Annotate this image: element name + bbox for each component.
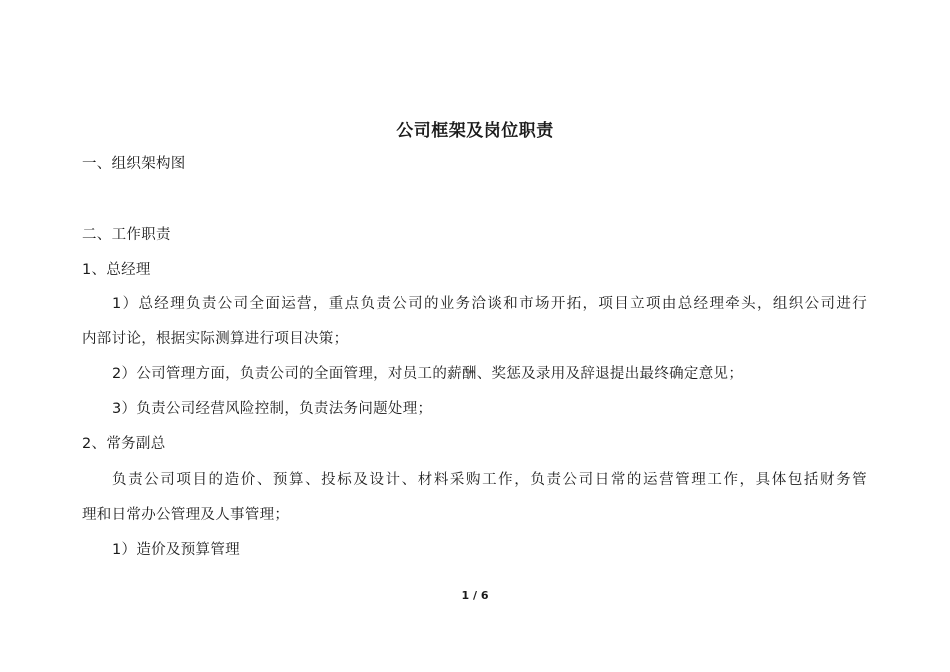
document-title: 公司框架及岗位职责 [396,121,554,141]
paragraph-vp-duty-line-1: 负责公司项目的造价、预算、投标及设计、材料采购工作，负责公司日常的运营管理工作，具体包括财务管 [112,472,867,488]
section-heading-duties: 二、工作职责 [82,227,171,243]
paragraph-vp-subitem-1: 1）造价及预算管理 [112,542,240,558]
section-heading-org-chart: 一、组织架构图 [82,156,186,172]
paragraph-gm-duty-1-line-2: 内部讨论，根据实际测算进行项目决策； [82,331,349,347]
paragraph-gm-duty-1-line-1: 1）总经理负责公司全面运营，重点负责公司的业务洽谈和市场开拓，项目立项由总经理牵头，组织公司进行 [112,296,867,312]
paragraph-gm-duty-3: 3）负责公司经营风险控制，负责法务问题处理； [112,401,433,417]
subheading-executive-vp: 2、常务副总 [82,436,166,452]
subheading-general-manager: 1、总经理 [82,262,151,278]
page-number: 1 / 6 [461,589,489,602]
paragraph-gm-duty-2: 2）公司管理方面，负责公司的全面管理，对员工的薪酬、奖惩及录用及辞退提出最终确定意见； [112,366,744,382]
paragraph-vp-duty-line-2: 理和日常办公管理及人事管理； [82,507,290,523]
